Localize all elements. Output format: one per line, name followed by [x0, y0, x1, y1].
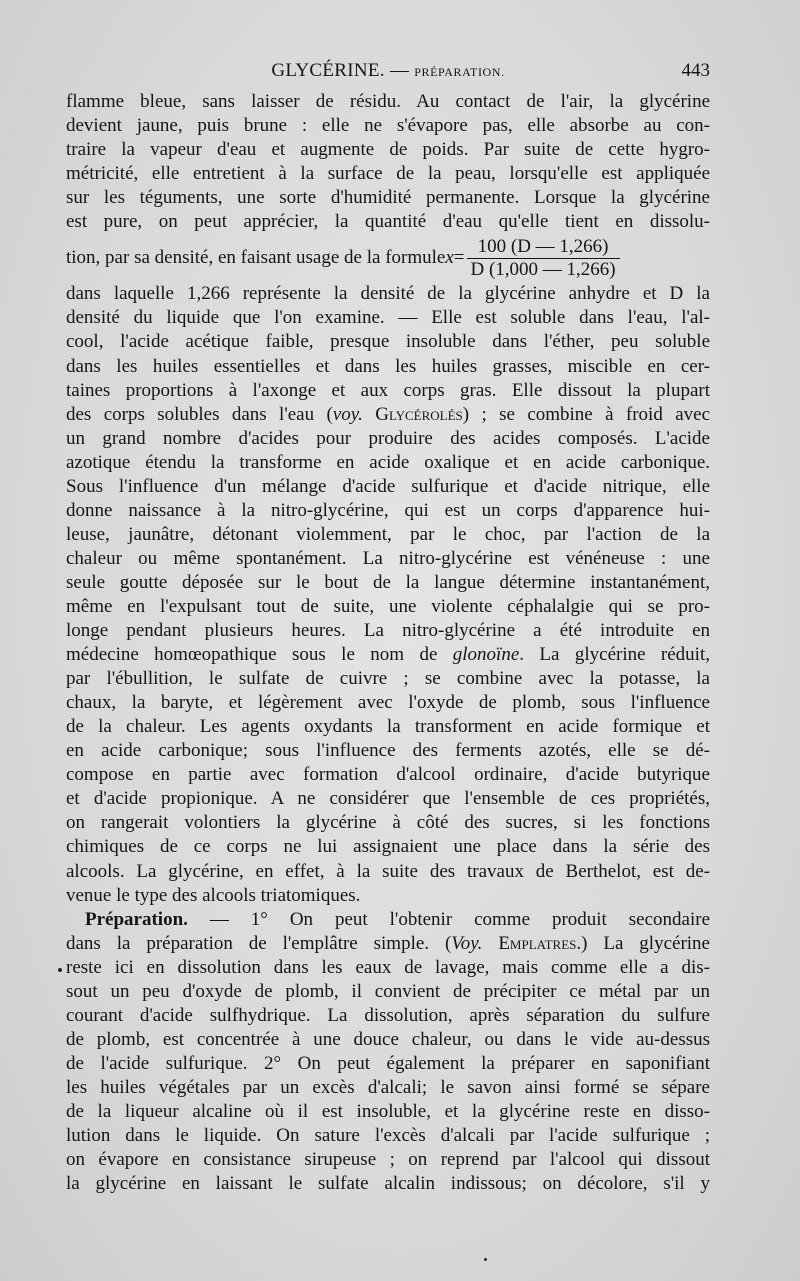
text-line: courant d'acide sulfhydrique. La dissolution, après séparation du sulfure	[66, 1004, 710, 1026]
text-block-3	[66, 667, 710, 883]
header-dash: —	[384, 60, 415, 81]
formula-lead-text: tion, par sa densité, en faisant usage de la formule	[66, 247, 446, 269]
text-line: densité du liquide que l'on examine. — Elle est soluble dans l'eau, l'al-	[66, 307, 710, 329]
voy-abbrev: Voy.	[451, 932, 483, 954]
text-block-1	[66, 282, 710, 402]
text-line-glonoine	[66, 643, 710, 667]
formula-variable: x	[445, 247, 454, 269]
text-line: leuse, jaunâtre, détonant violemment, par le choc, par l'action de la	[66, 523, 710, 545]
section-heading-preparation: Préparation.	[85, 908, 188, 930]
body-text	[66, 90, 710, 1196]
header-title: GLYCÉRINE.	[271, 60, 385, 81]
text-line: en acide carbonique; sous l'influence des ferments azotés, elle se dé-	[66, 740, 710, 762]
text-line: et d'acide propionique. A ne considérer que l'ensemble de ces propriétés,	[66, 788, 710, 810]
text-line: dans laquelle 1,266 représente la densité de la glycérine anhydre et D la	[66, 283, 710, 305]
voy-abbrev: voy.	[332, 403, 363, 425]
text-line: azotique étendu la transforme en acide oxalique et en acide carbonique.	[66, 451, 710, 473]
text-line-glycerols	[66, 403, 710, 427]
text-fragment: .) La glycérine	[576, 932, 710, 954]
text-line: donne naissance à la nitro-glycérine, qui est un corps d'apparence hui-	[66, 499, 710, 521]
text-line: alcools. La glycérine, en effet, à la suite des travaux de Berthelot, est de-	[66, 860, 710, 882]
text-line: de l'acide sulfurique. 2° On peut également la préparer en saponifiant	[66, 1052, 710, 1074]
text-line-paragraph-end: venue le type des alcools triatomiques.	[66, 884, 361, 906]
text-line: cool, l'acide acétique faible, presque insoluble dans l'éther, peu soluble	[66, 331, 710, 353]
text-block-2	[66, 427, 710, 643]
text-line: traire la vapeur d'eau et augmente de poids. Par suite de cette hygro-	[66, 139, 710, 161]
text-line: la glycérine en laissant le sulfate alcalin indissous; on décolore, s'il y	[66, 1173, 710, 1195]
cross-reference-glycerols: Glycérolés	[362, 403, 463, 425]
ink-speck	[484, 1258, 487, 1261]
text-line: de plomb, est concentrée à une douce chaleur, ou dans le vide au-dessus	[66, 1028, 710, 1050]
text-fragment: ) ; se combine à froid avec	[462, 403, 710, 425]
text-line: métricité, elle entretient à la surface de la peau, lorsqu'elle est appliquée	[66, 163, 710, 185]
text-line: est pure, on peut apprécier, la quantité d'eau qu'elle tient en dissolu-	[66, 211, 710, 233]
text-block-before-formula	[66, 90, 710, 234]
text-line: chimiques de ce corps ne lui assignaient une place dans la série des	[66, 836, 710, 858]
text-block-4	[66, 956, 710, 1196]
text-line: par l'ébullition, le sulfate de cuivre ; se combine avec la potasse, la	[66, 668, 710, 690]
formula-equals: =	[453, 247, 465, 269]
text-line: reste ici en dissolution dans les eaux de lavage, mais comme elle a dis-	[66, 956, 710, 978]
text-line: on rangerait volontiers la glycérine à côté des sucres, si les fonctions	[66, 812, 710, 834]
text-line: devient jaune, puis brune : elle ne s'évapore pas, elle absorbe au con-	[66, 115, 710, 137]
text-line-emplatres	[66, 932, 710, 956]
text-fragment: dans la préparation de l'emplâtre simple. (	[66, 932, 452, 954]
cross-reference-emplatres: Emplatres	[482, 932, 577, 954]
page-number: 443	[681, 60, 710, 81]
text-line: de la chaleur. Les agents oxydants la transforment en acide formique et	[66, 716, 710, 738]
text-line: chaux, la baryte, et légèrement avec l'oxyde de plomb, sous l'influence	[66, 692, 710, 714]
text-line: de la liqueur alcaline où il est insoluble, et la glycérine reste en disso-	[66, 1100, 710, 1122]
text-line: un grand nombre d'acides pour produire des acides composés. L'acide	[66, 427, 710, 449]
ink-speck	[58, 968, 62, 972]
text-fragment: médecine homœopathique sous le nom de	[66, 644, 453, 666]
text-line: dans les huiles essentielles et dans les huiles grasses, miscible en cer-	[66, 355, 710, 377]
text-fragment: . La glycérine réduit,	[519, 644, 710, 666]
text-line: sout un peu d'oxyde de plomb, il convient de précipiter ce métal par un	[66, 980, 710, 1002]
text-line: compose en partie avec formation d'alcool ordinaire, d'acide butyrique	[66, 764, 710, 786]
formula-line	[66, 234, 710, 282]
text-fragment: des corps solubles dans l'eau (	[66, 403, 333, 425]
text-line: chaleur ou même spontanément. La nitro-glycérine est vénéneuse : une	[66, 547, 710, 569]
text-line: Sous l'influence d'un mélange d'acide sulfurique et d'acide nitrique, elle	[66, 475, 710, 497]
text-line: longe pendant plusieurs heures. La nitro-glycérine a été introduite en	[66, 620, 710, 642]
formula-fraction	[467, 236, 620, 281]
text-line: même en l'expulsant tout de suite, une violente céphalalgie qui se pro-	[66, 595, 710, 617]
formula-denominator: D (1,000 — 1,266)	[467, 258, 620, 281]
text-line: sur les téguments, une sorte d'humidité permanente. Lorsque la glycérine	[66, 187, 710, 209]
text-line: seule goutte déposée sur le bout de la langue détermine instantanément,	[66, 571, 710, 593]
term-glonoine: glonoïne	[452, 644, 520, 666]
text-line: flamme bleue, sans laisser de résidu. Au contact de l'air, la glycérine	[66, 91, 710, 112]
running-title	[66, 60, 710, 82]
running-header	[66, 60, 710, 86]
text-line: lution dans le liquide. On sature l'excès d'alcali par l'acide sulfurique ;	[66, 1125, 710, 1147]
header-subtitle: PRÉPARATION.	[414, 65, 505, 79]
text-line: on évapore en consistance sirupeuse ; on reprend par l'alcool qui dissout	[66, 1149, 710, 1171]
text-line: les huiles végétales par un excès d'alcali; le savon ainsi formé se sépare	[66, 1076, 710, 1098]
formula-numerator: 100 (D — 1,266)	[477, 235, 609, 257]
text-line: taines proportions à l'axonge et aux corps gras. Elle dissout la plupart	[66, 379, 710, 401]
text-fragment: — 1° On peut l'obtenir comme produit secondaire	[187, 908, 710, 930]
text-line-preparation	[66, 908, 710, 932]
